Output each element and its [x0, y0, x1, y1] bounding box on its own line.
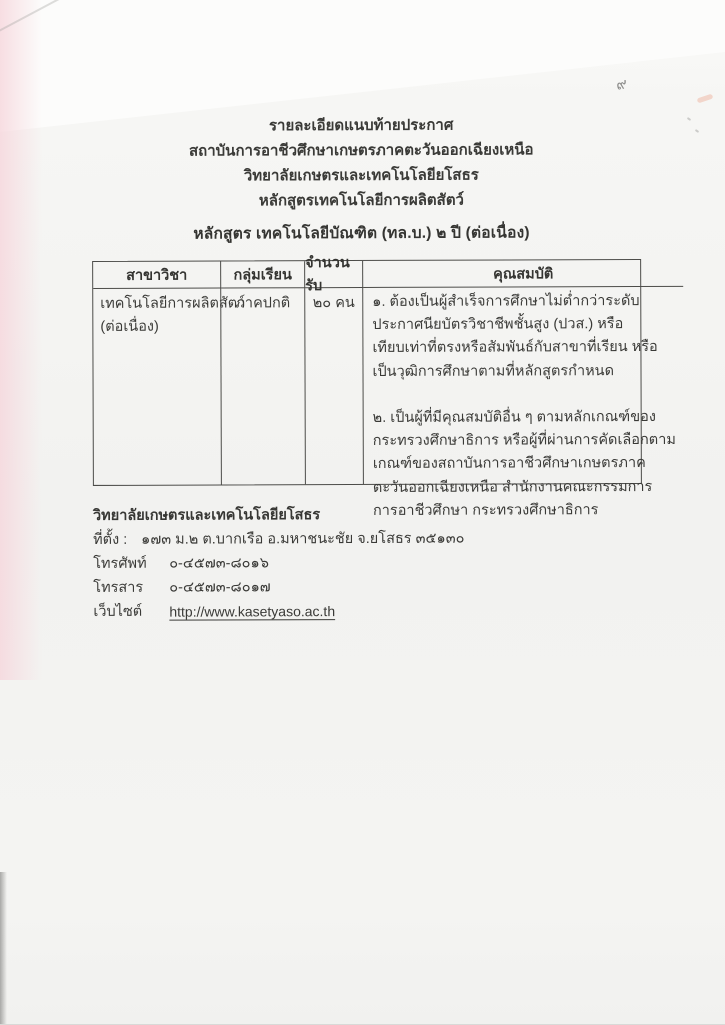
- text-line: กระทรวงศึกษาธิการ หรือผู้ที่ผ่านการคัดเลือกตาม: [372, 432, 676, 450]
- text-line: การอาชีวศึกษา กระทรวงศึกษาธิการ: [372, 502, 599, 519]
- website-label: เว็บไซต์: [93, 603, 143, 620]
- column-header-qualifications: คุณสมบัติ: [363, 260, 683, 288]
- text-line: เทียบเท่าที่ตรงหรือสัมพันธ์กับสาขาที่เรียน หรือ: [372, 339, 658, 357]
- column-header-quota: จำนวนรับ: [305, 261, 363, 288]
- text-line: ๑. ต้องเป็นผู้สำเร็จการศึกษาไม่ต่ำกว่าระดับ: [372, 293, 640, 310]
- website-url: http://www.kasetyaso.ac.th: [169, 603, 336, 620]
- column-header-study-group: กลุ่มเรียน: [221, 261, 305, 288]
- address-value: ๑๗๓ ม.๒ ต.บากเรือ อ.มหาชนะชัย จ.ยโสธร ๓๕๑๓๐: [141, 530, 465, 548]
- footer-website-row: [93, 600, 464, 625]
- address-label: ที่ตั้ง :: [93, 531, 128, 548]
- text-line: ประกาศนียบัตรวิชาชีพชั้นสูง (ปวส.) หรือ: [372, 316, 624, 334]
- heading-college-name: วิทยาลัยเกษตรและเทคโนโลยียโสธร: [243, 166, 479, 185]
- heading-attachment-title: รายละเอียดแนบท้ายประกาศ: [268, 116, 454, 135]
- footer-phone-row: [93, 552, 464, 577]
- contact-block: [93, 504, 465, 625]
- text-line: เทคโนโลยีการผลิตสัตว์: [100, 295, 246, 312]
- text-line: เป็นวุฒิการศึกษาตามที่หลักสูตรกำหนด: [372, 362, 615, 380]
- text-line: [373, 383, 676, 407]
- footer-college-name: วิทยาลัยเกษตรและเทคโนโลยียโสธร: [92, 507, 321, 524]
- fax-value: ๐-๔๕๗๓-๘๐๑๗: [169, 579, 271, 596]
- document-heading: [0, 112, 724, 215]
- cell-quota: ๒๐ คน: [305, 288, 364, 484]
- column-header-major: สาขาวิชา: [93, 261, 221, 288]
- phone-label: โทรศัพท์: [93, 555, 147, 572]
- text-line: (ต่อเนื่อง): [100, 318, 159, 335]
- cell-qualifications: [363, 287, 684, 519]
- text-line: ๒. เป็นผู้ที่มีคุณสมบัติอื่น ๆ ตามหลักเกณฑ์ของ: [372, 408, 656, 426]
- footer-address-row: [93, 528, 464, 553]
- program-title: หลักสูตร เทคโนโลยีบัณฑิต (ทล.บ.) ๒ ปี (ต่อเนื่อง): [193, 224, 530, 243]
- fax-label: โทรสาร: [93, 579, 144, 596]
- footer-fax-row: [93, 576, 464, 601]
- text-line: เกณฑ์ของสถาบันการอาชีวศึกษาเกษตรภาค: [372, 455, 646, 473]
- text-line: ตะวันออกเฉียงเหนือ สำนักงานคณะกรรมการ: [372, 478, 653, 496]
- cell-major: [93, 288, 246, 484]
- heading-institute-name: สถาบันการอาชีวศึกษาเกษตรภาคตะวันออกเฉียงเหนือ: [188, 141, 534, 160]
- handwritten-pencil-mark: ๙: [614, 75, 629, 94]
- heading-curriculum-name: หลักสูตรเทคโนโลยีการผลิตสัตว์: [258, 191, 465, 210]
- cell-study-group: ภาคปกติ: [221, 288, 306, 484]
- phone-value: ๐-๔๕๗๓-๘๐๑๖: [169, 555, 269, 572]
